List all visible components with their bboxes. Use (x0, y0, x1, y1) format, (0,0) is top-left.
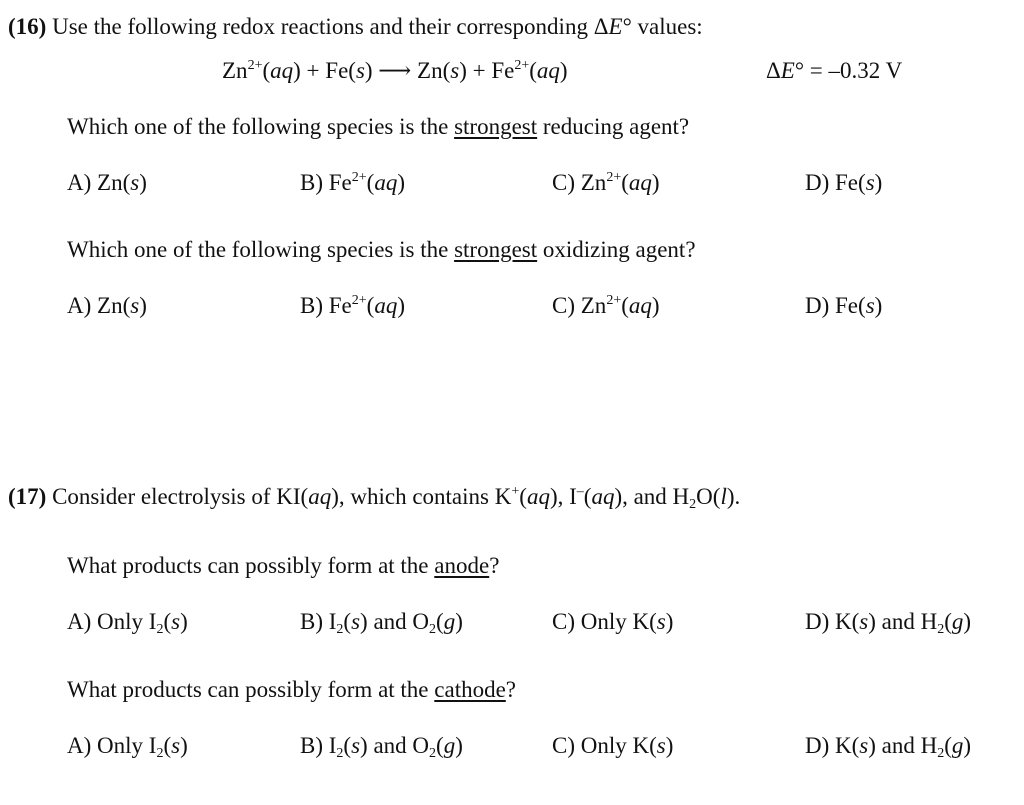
text-segment: ( (944, 609, 952, 634)
text-segment: aq (591, 484, 615, 509)
text-segment: ° = –0.32 V (794, 58, 903, 83)
text-segment: ( (519, 484, 527, 509)
text-segment: ( (163, 609, 172, 634)
text-segment: 2 (429, 622, 437, 637)
text-segment: (17) (8, 484, 47, 509)
text-segment: B) Fe (300, 293, 352, 318)
text-segment: 2 (937, 622, 945, 637)
text-segment: ) (139, 170, 147, 195)
text-segment: strongest (454, 114, 538, 139)
text-segment: s (171, 609, 181, 634)
text-segment: strongest (454, 237, 538, 262)
text-segment: ), which contains K (331, 484, 512, 509)
text-segment: 2+ (606, 170, 622, 185)
q17-intro (8, 484, 740, 510)
text-segment: ) (180, 733, 188, 758)
text-segment: aq (270, 58, 294, 83)
q16-delta-e (766, 58, 902, 84)
text-segment: D) Fe( (805, 170, 866, 195)
text-segment: 2+ (514, 58, 530, 73)
text-segment: ) (139, 293, 147, 318)
q16b-option-c[interactable] (552, 293, 660, 319)
text-segment: D) K( (805, 733, 860, 758)
text-segment: cathode (434, 677, 506, 702)
text-segment: ) (963, 733, 972, 758)
text-segment: A) Zn( (67, 293, 131, 318)
text-segment: ? (505, 677, 517, 702)
text-segment: s (865, 293, 875, 318)
text-segment: ) (455, 609, 463, 634)
q16b-option-b[interactable] (300, 293, 405, 319)
text-segment: Consider electrolysis of KI( (46, 484, 309, 509)
text-segment: E (780, 58, 795, 83)
text-segment: aq (536, 58, 560, 83)
text-segment: ) ⟶ Zn( (364, 58, 451, 83)
text-segment: ) (455, 733, 463, 758)
text-segment: ) (651, 170, 660, 195)
q17b-option-d[interactable] (805, 733, 971, 759)
text-segment: ( (621, 293, 629, 318)
q17b-option-a[interactable] (67, 733, 188, 759)
text-segment: ( (262, 58, 271, 83)
text-segment: (16) (8, 14, 47, 39)
text-segment: s (355, 58, 365, 83)
text-segment: ) (651, 293, 660, 318)
q17b-option-c[interactable] (552, 733, 673, 759)
q17a-option-c[interactable] (552, 609, 673, 635)
text-segment: ) (665, 609, 674, 634)
q17a-option-d[interactable] (805, 609, 971, 635)
text-segment: 2+ (247, 58, 263, 73)
text-segment: ° values: (622, 14, 703, 39)
text-segment: ( (366, 170, 375, 195)
q16b-question (67, 237, 696, 263)
q16b-option-d[interactable] (805, 293, 882, 319)
text-segment: ( (583, 484, 592, 509)
text-segment: Zn (222, 58, 248, 83)
text-segment: + (511, 484, 520, 499)
text-segment: s (171, 733, 181, 758)
text-segment: ( (163, 733, 172, 758)
text-segment: 2 (937, 746, 945, 761)
text-segment: aq (628, 170, 652, 195)
text-segment: 2+ (606, 293, 622, 308)
text-segment: Δ (766, 58, 781, 83)
text-segment: reducing agent? (537, 114, 690, 139)
text-segment: s (859, 609, 869, 634)
q16a-option-a[interactable] (67, 170, 147, 196)
text-segment: What products can possibly form at the (67, 553, 435, 578)
text-segment: What products can possibly form at the (67, 677, 435, 702)
text-segment: g (443, 609, 456, 634)
q16a-option-b[interactable] (300, 170, 405, 196)
text-segment: – (576, 484, 584, 499)
text-segment: anode (434, 553, 490, 578)
text-segment: ), I (549, 484, 577, 509)
text-segment: A) Only I (67, 609, 157, 634)
text-segment: 2+ (351, 293, 367, 308)
text-segment: 2+ (351, 170, 367, 185)
text-segment: ( (621, 170, 629, 195)
text-segment: ) (963, 609, 972, 634)
q16b-option-a[interactable] (67, 293, 147, 319)
text-segment: 2 (336, 746, 344, 761)
text-segment: ) (559, 58, 568, 83)
text-segment: ) + Fe( (293, 58, 356, 83)
q16-intro (8, 14, 703, 40)
text-segment: C) Zn (552, 293, 607, 318)
text-segment: ). (726, 484, 741, 509)
q16a-option-d[interactable] (805, 170, 882, 196)
text-segment: oxidizing agent? (537, 237, 696, 262)
text-segment: s (656, 733, 666, 758)
text-segment: s (351, 609, 361, 634)
text-segment: ) (874, 293, 883, 318)
text-segment: ) (874, 170, 883, 195)
text-segment: 2 (156, 746, 164, 761)
text-segment: aq (374, 170, 398, 195)
text-segment: ( (529, 58, 537, 83)
text-segment: ( (366, 293, 375, 318)
text-segment: ? (489, 553, 500, 578)
text-segment: B) I (300, 609, 337, 634)
text-segment: ( (944, 733, 952, 758)
text-segment: Which one of the following species is the (67, 237, 455, 262)
q17a-question (67, 553, 499, 579)
text-segment: 2 (336, 622, 344, 637)
text-segment: s (450, 58, 460, 83)
text-segment: s (351, 733, 361, 758)
text-segment: Which one of the following species is the (67, 114, 455, 139)
text-segment: ) and H (868, 609, 938, 634)
q17b-question (67, 677, 516, 703)
text-segment: ) and O (360, 733, 430, 758)
text-segment: A) Zn( (67, 170, 131, 195)
q17a-option-a[interactable] (67, 609, 188, 635)
text-segment: aq (374, 293, 398, 318)
text-segment: s (130, 293, 140, 318)
text-segment: C) Zn (552, 170, 607, 195)
text-segment: ( (343, 609, 352, 634)
text-segment: C) Only K( (552, 733, 657, 758)
text-segment: s (865, 170, 875, 195)
text-segment: ( (343, 733, 352, 758)
text-segment: l (720, 484, 727, 509)
text-segment: g (951, 609, 964, 634)
text-segment: s (859, 733, 869, 758)
text-segment: D) Fe( (805, 293, 866, 318)
text-segment: ) (180, 609, 188, 634)
text-segment: ( (436, 609, 444, 634)
text-segment: s (656, 609, 666, 634)
text-segment: 2 (429, 746, 437, 761)
text-segment: B) I (300, 733, 337, 758)
text-segment: O( (696, 484, 721, 509)
text-segment: E (608, 14, 623, 39)
text-segment: C) Only K( (552, 609, 657, 634)
text-segment: ), and H (614, 484, 690, 509)
text-segment: aq (308, 484, 332, 509)
text-segment: D) K( (805, 609, 860, 634)
text-segment: Use the following redox reactions and their corresponding Δ (46, 14, 609, 39)
text-segment: s (130, 170, 140, 195)
q17a-option-b[interactable] (300, 609, 463, 635)
text-segment: ) (665, 733, 674, 758)
q17b-option-b[interactable] (300, 733, 463, 759)
q16a-option-c[interactable] (552, 170, 660, 196)
text-segment: B) Fe (300, 170, 352, 195)
text-segment: A) Only I (67, 733, 157, 758)
text-segment: aq (526, 484, 550, 509)
text-segment: ) (397, 170, 405, 195)
text-segment: ) (397, 293, 405, 318)
text-segment: g (443, 733, 456, 758)
text-segment: 2 (156, 622, 164, 637)
text-segment: aq (628, 293, 652, 318)
q16-equation (222, 58, 568, 84)
text-segment: g (951, 733, 964, 758)
text-segment: 2 (689, 497, 697, 512)
text-segment: ) and H (868, 733, 938, 758)
text-segment: ) + Fe (459, 58, 515, 83)
text-segment: ( (436, 733, 444, 758)
q16a-question (67, 114, 689, 140)
text-segment: ) and O (360, 609, 430, 634)
